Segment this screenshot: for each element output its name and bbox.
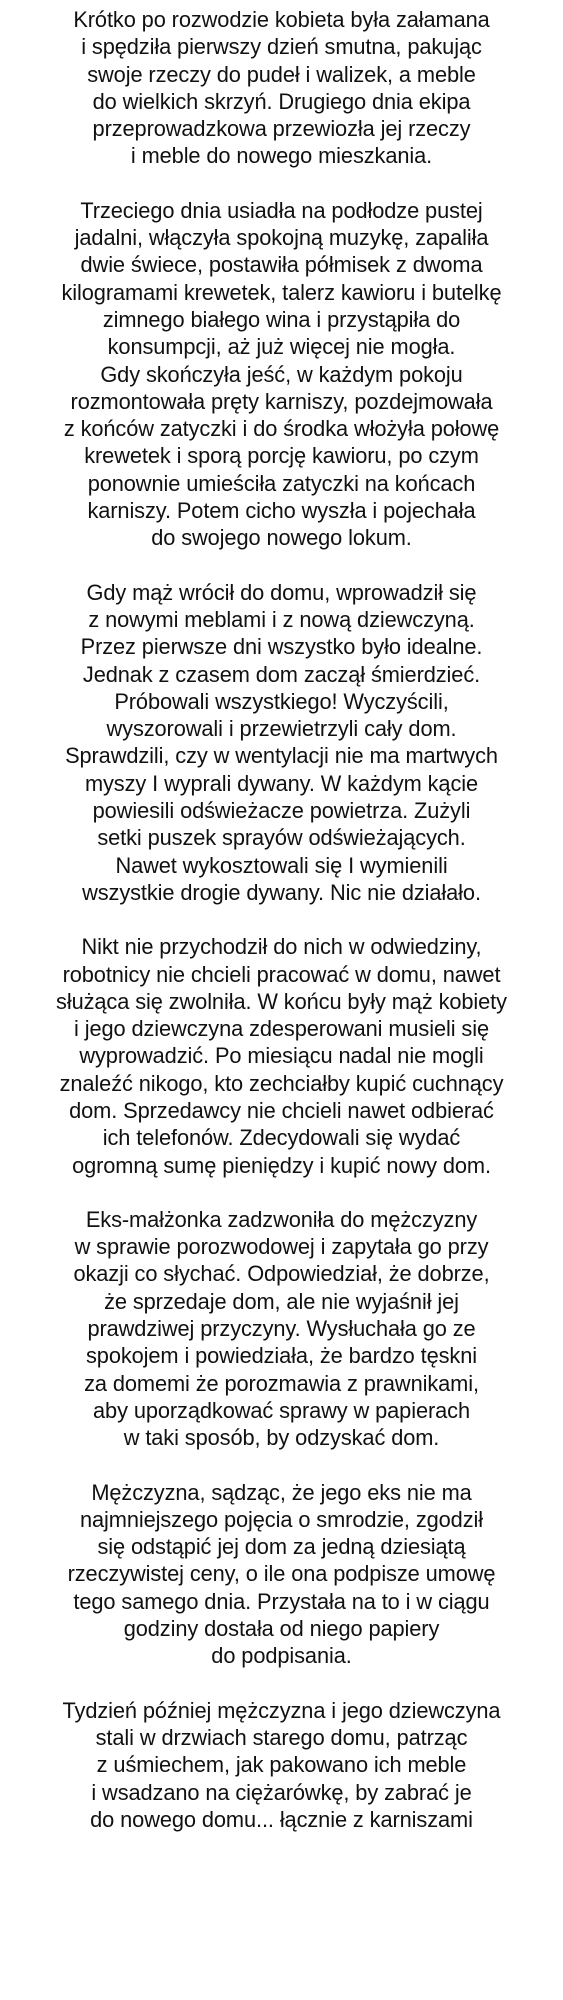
text-line: służąca się zwolniła. W końcu były mąż kobiety [56, 988, 507, 1014]
text-line: z nowymi meblami i z nową dziewczyną. [88, 606, 475, 632]
text-line: Krótko po rozwodzie kobieta była załamana [73, 7, 490, 32]
text-line: z uśmiechem, jak pakowano ich meble [96, 1752, 467, 1778]
paragraph-3 [0, 579, 563, 907]
text-line: i wsadzano na ciężarówkę, by zabrać je [91, 1779, 472, 1805]
text-line: i spędziła pierwszy dzień smutna, pakując [81, 34, 482, 60]
paragraph-4 [0, 933, 563, 1179]
text-line: robotnicy nie chcieli pracować w domu, nawet [62, 961, 501, 987]
text-line: za domemi że porozmawia z prawnikami, [84, 1370, 479, 1396]
text-line: ogromną sumę pieniędzy i kupić nowy dom. [72, 1152, 491, 1178]
text-line: wyszorowali i przewietrzyli cały dom. [106, 716, 457, 742]
text-line: aby uporządkować sprawy w papierach [93, 1397, 470, 1423]
text-line: tego samego dnia. Przystała na to i w ciągu [73, 1588, 490, 1614]
text-line: Sprawdzili, czy w wentylacji nie ma martwych [65, 743, 498, 769]
paragraph-5 [0, 1206, 563, 1452]
text-line: do swojego nowego lokum. [151, 525, 412, 551]
text-line: setki puszek sprayów odświeżających. [97, 825, 466, 851]
text-line: wyprowadzić. Po miesiącu nadal nie mogli [79, 1043, 484, 1069]
text-line: wszystkie drogie dywany. Nic nie działało. [82, 879, 481, 905]
text-line: swoje rzeczy do pudeł i walizek, a meble [87, 61, 476, 87]
text-line: Eks-małżonka zadzwoniła do mężczyzny [85, 1206, 478, 1232]
text-line: dom. Sprzedawcy nie chcieli nawet odbierać [69, 1097, 494, 1123]
text-line: Nikt nie przychodził do nich w odwiedziny, [81, 934, 482, 960]
text-line: konsumpcji, aż już więcej nie mogła. [107, 334, 456, 360]
text-line: Jednak z czasem dom zaczął śmierdzieć. [82, 661, 481, 687]
text-line: zimnego białego wina i przystąpiła do [102, 306, 461, 332]
text-line: spokojem i powiedziała, że bardzo tęskni [86, 1343, 477, 1369]
text-line: do nowego domu... łącznie z karniszami [90, 1806, 473, 1832]
text-line: Tydzień później mężczyzna i jego dziewczyna [62, 1697, 501, 1723]
text-line: do podpisania. [211, 1643, 352, 1669]
text-line: myszy I wyprali dywany. W każdym kącie [84, 770, 479, 796]
paragraph-1 [0, 6, 563, 170]
text-line: kilogramami krewetek, talerz kawioru i butelkę [61, 279, 502, 305]
text-line: powiesili odświeżacze powietrza. Zużyli [92, 798, 471, 824]
text-line: rzeczywistej ceny, o ile ona podpisze umowę [67, 1561, 496, 1587]
text-line: Trzeciego dnia usiadła na podłodze pustej [80, 197, 483, 223]
text-line: z końców zatyczki i do środka włożyła połowę [63, 416, 500, 442]
text-line: Gdy skończyła jeść, w każdym pokoju [100, 361, 463, 387]
paragraph-2 [0, 197, 563, 552]
text-line: godziny dostała od niego papiery [123, 1616, 440, 1642]
text-line: najmniejszego pojęcia o smrodzie, zgodził [80, 1506, 483, 1532]
text-line: i meble do nowego mieszkania. [130, 143, 433, 169]
text-line: okazji co słychać. Odpowiedział, że dobrze, [73, 1261, 490, 1287]
text-line: jadalni, włączyła spokojną muzykę, zapaliła [74, 225, 489, 251]
text-line: rozmontowała pręty karniszy, pozdejmowała [70, 388, 493, 414]
paragraph-6 [0, 1479, 563, 1670]
text-line: ich telefonów. Zdecydowali się wydać [102, 1125, 461, 1151]
text-line: Przez pierwsze dni wszystko było idealne. [80, 634, 483, 660]
text-line: Próbowali wszystkiego! Wyczyścili, [114, 688, 449, 714]
text-line: znaleźć nikogo, kto zechciałby kupić cuchnący [59, 1070, 504, 1096]
text-line: że sprzedaje dom, ale nie wyjaśnił jej [104, 1288, 459, 1314]
text-line: i jego dziewczyna zdesperowani musieli się [74, 1016, 489, 1042]
text-line: ponownie umieściła zatyczki na końcach [87, 470, 476, 496]
text-line: karniszy. Potem cicho wyszła i pojechała [87, 498, 476, 524]
text-line: Mężczyzna, sądząc, że jego eks nie ma [91, 1479, 472, 1505]
text-line: do wielkich skrzyń. Drugiego dnia ekipa [92, 88, 471, 114]
text-line: dwie świece, postawiła półmisek z dwoma [80, 252, 483, 278]
text-line: Nawet wykosztowali się I wymienili [115, 852, 448, 878]
text-line: się odstąpić jej dom za jedną dziesiątą [97, 1534, 466, 1560]
text-line: prawdziwej przyczyny. Wysłuchała go ze [87, 1316, 476, 1342]
text-line: w sprawie porozwodowej i zapytała go przy [74, 1234, 489, 1260]
text-line: stali w drzwiach starego domu, patrząc [95, 1724, 468, 1750]
text-line: w taki sposób, by odzyskać dom. [123, 1425, 440, 1451]
text-line: Gdy mąż wrócił do domu, wprowadził się [86, 579, 477, 605]
text-line: krewetek i sporą porcję kawioru, po czym [84, 443, 479, 469]
paragraph-7 [0, 1697, 563, 1833]
text-line: przeprowadzkowa przewiozła jej rzeczy [92, 116, 471, 142]
